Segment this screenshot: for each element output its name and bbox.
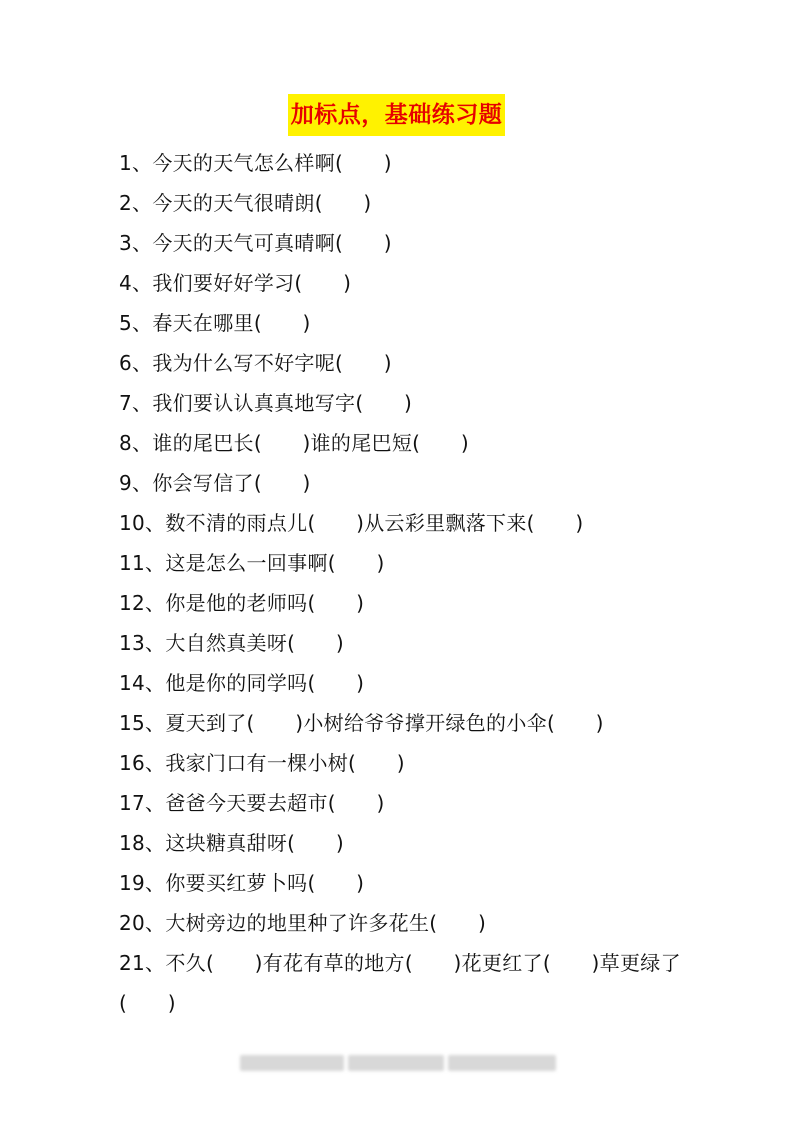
exercise-item-3: 3、今天的天气可真晴啊( ) — [119, 231, 392, 255]
footer-blur-segment — [348, 1055, 444, 1071]
exercise-list — [119, 143, 719, 1023]
exercise-item-9: 9、你会写信了( ) — [119, 471, 311, 495]
exercise-item-21: 21、不久( )有花有草的地方( )花更红了( )草更绿了( ) — [119, 951, 681, 1015]
exercise-item-15: 15、夏天到了( )小树给爷爷撑开绿色的小伞( ) — [119, 711, 604, 735]
exercise-item-11: 11、这是怎么一回事啊( ) — [119, 551, 385, 575]
footer-blur-segment — [240, 1055, 344, 1071]
exercise-item-1: 1、今天的天气怎么样啊( ) — [119, 151, 392, 175]
blurred-footer-watermark — [240, 1055, 556, 1071]
exercise-item-20: 20、大树旁边的地里种了许多花生( ) — [119, 911, 487, 935]
exercise-item-14: 14、他是你的同学吗( ) — [119, 671, 365, 695]
exercise-item-2: 2、今天的天气很晴朗( ) — [119, 191, 372, 215]
exercise-item-17: 17、爸爸今天要去超市( ) — [119, 791, 385, 815]
title-container — [0, 94, 793, 136]
exercise-item-6: 6、我为什么写不好字呢( ) — [119, 351, 392, 375]
exercise-item-19: 19、你要买红萝卜吗( ) — [119, 871, 365, 895]
exercise-item-16: 16、我家门口有一棵小树( ) — [119, 751, 405, 775]
exercise-item-18: 18、这块糖真甜呀( ) — [119, 831, 344, 855]
exercise-item-7: 7、我们要认认真真地写字( ) — [119, 391, 413, 415]
exercise-item-8: 8、谁的尾巴长( )谁的尾巴短( ) — [119, 431, 469, 455]
exercise-item-13: 13、大自然真美呀( ) — [119, 631, 344, 655]
exercise-item-4: 4、我们要好好学习( ) — [119, 271, 352, 295]
exercise-item-10: 10、数不清的雨点儿( )从云彩里飘落下来( ) — [119, 511, 584, 535]
worksheet-title: 加标点，基础练习题 — [288, 94, 506, 136]
exercise-item-12: 12、你是他的老师吗( ) — [119, 591, 365, 615]
footer-blur-segment — [448, 1055, 556, 1071]
exercise-item-5: 5、春天在哪里( ) — [119, 311, 311, 335]
